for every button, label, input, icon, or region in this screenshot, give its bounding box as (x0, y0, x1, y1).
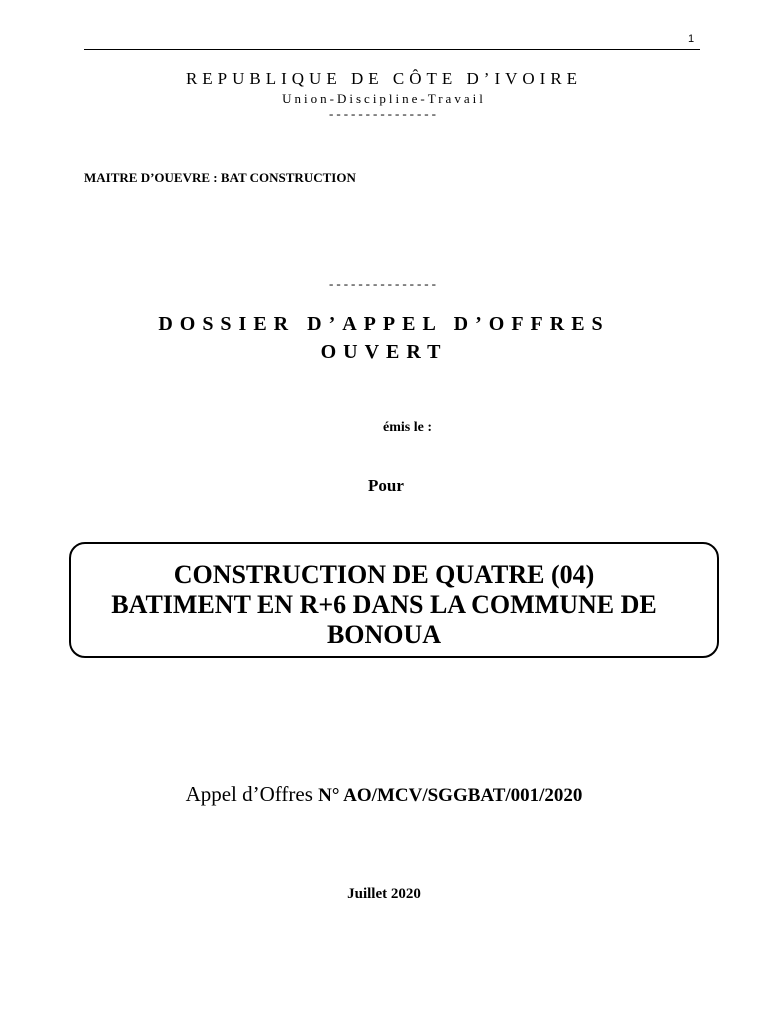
separator-dashes-2: --------------- (329, 276, 439, 291)
pour-label: Pour (368, 476, 404, 495)
dossier-title-line2: OUVERT (320, 341, 448, 363)
dossier-title-line1: DOSSIER D’APPEL D’OFFRES (158, 313, 610, 335)
national-motto: Union-Discipline-Travail (282, 91, 486, 106)
document-date: Juillet 2020 (347, 886, 421, 902)
project-title-line1: CONSTRUCTION DE QUATRE (04) (173, 560, 595, 589)
emis-le: émis le : (383, 420, 432, 435)
header-rule (84, 49, 700, 50)
page-number: 1 (688, 33, 695, 45)
appel-offres-prefix: Appel d’Offres (185, 782, 319, 806)
maitre-ouvrage: MAITRE D’OUEVRE : BAT CONSTRUCTION (84, 170, 356, 185)
project-title-line3: BONOUA (326, 620, 442, 649)
appel-offres-reference (0, 782, 768, 807)
project-title-line2: BATIMENT EN R+6 DANS LA COMMUNE DE (111, 590, 657, 619)
republic-title: REPUBLIQUE DE CÔTE D’IVOIRE (185, 69, 583, 88)
separator-dashes: --------------- (329, 106, 439, 121)
appel-offres-number: N° AO/MCV/SGGBAT/001/2020 (318, 785, 583, 806)
